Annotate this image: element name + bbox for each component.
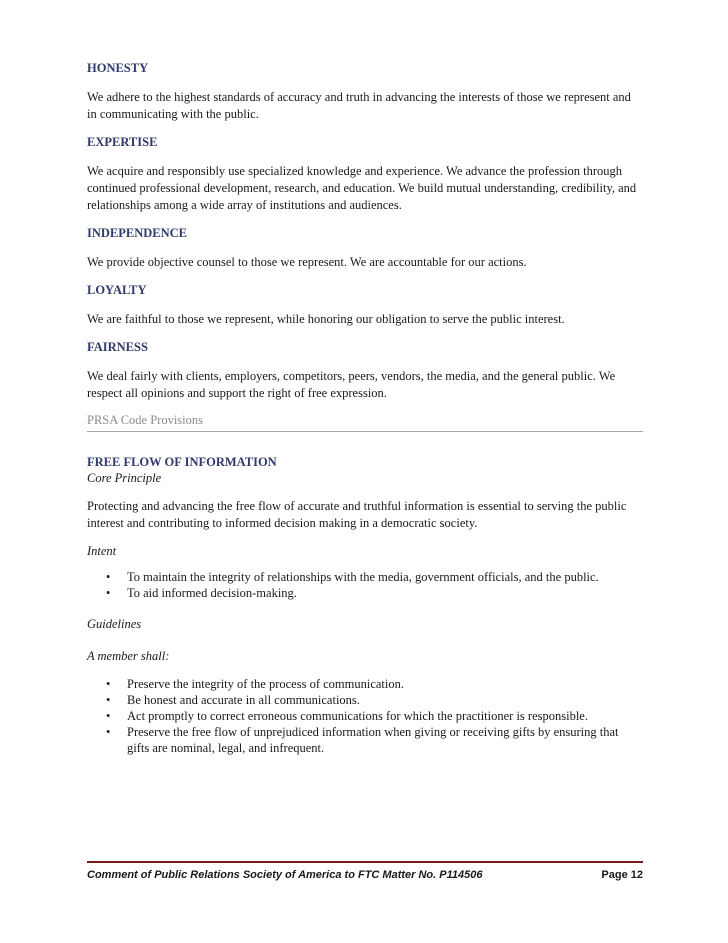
member-item-text: Act promptly to correct erroneous communications for which the practitioner is responsible.	[127, 709, 588, 723]
loyalty-text: We are faithful to those we represent, while honoring our obligation to serve the public interest.	[87, 312, 565, 326]
provision-heading: FREE FLOW OF INFORMATION	[87, 455, 277, 469]
bullet-icon: •	[106, 586, 111, 600]
list-item	[87, 708, 643, 724]
core-principle-label: Core Principle	[87, 471, 162, 485]
intent-item-text: To maintain the integrity of relationships with the media, government officials, and the public.	[127, 570, 599, 584]
list-item	[87, 569, 643, 585]
footer-rule	[87, 861, 643, 863]
list-item	[87, 585, 643, 601]
bullet-icon: •	[106, 725, 111, 739]
intent-label: Intent	[87, 544, 117, 558]
independence-text: We provide objective counsel to those we represent. We are accountable for our actions.	[87, 255, 527, 269]
list-item	[87, 676, 643, 692]
expertise-heading: EXPERTISE	[87, 135, 158, 149]
member-list	[87, 676, 643, 756]
fairness-text: We deal fairly with clients, employers, competitors, peers, vendors, the media, and the general public. We respect all opinions and support the right of free expression.	[87, 369, 616, 400]
bullet-icon: •	[106, 693, 111, 707]
document-page	[87, 60, 643, 756]
list-item	[87, 724, 643, 756]
intent-item-text: To aid informed decision-making.	[127, 586, 297, 600]
bullet-icon: •	[106, 677, 111, 691]
guidelines-label: Guidelines	[87, 617, 142, 631]
bullet-icon: •	[106, 570, 111, 584]
page-footer	[87, 868, 643, 882]
intent-list	[87, 569, 643, 601]
list-item	[87, 692, 643, 708]
independence-heading: INDEPENDENCE	[87, 226, 188, 240]
page-number: Page 12	[601, 869, 643, 881]
fairness-heading: FAIRNESS	[87, 340, 148, 354]
member-item-text: Be honest and accurate in all communications.	[127, 693, 360, 707]
member-label: A member shall:	[87, 649, 170, 663]
footer-title: Comment of Public Relations Society of America to FTC Matter No. P114506	[87, 869, 483, 881]
honesty-text: We adhere to the highest standards of accuracy and truth in advancing the interests of those we represent and in communicating with the public.	[87, 90, 631, 121]
expertise-text: We acquire and responsibly use specialized knowledge and experience. We advance the profession through continued professional development, research, and education. We build mutual understanding, credibility, and relationships among a wide array of institutions and audiences.	[87, 164, 637, 212]
bullet-icon: •	[106, 709, 111, 723]
member-item-text: Preserve the free flow of unprejudiced information when giving or receiving gifts by ensuring that gifts are nominal, legal, and infrequent.	[127, 725, 619, 755]
member-item-text: Preserve the integrity of the process of communication.	[127, 677, 405, 691]
section-title: PRSA Code Provisions	[87, 412, 643, 432]
loyalty-heading: LOYALTY	[87, 283, 147, 297]
core-principle-text: Protecting and advancing the free flow of accurate and truthful information is essential to serving the public interest and contributing to informed decision making in a democratic society.	[87, 499, 627, 530]
honesty-heading: HONESTY	[87, 61, 149, 75]
